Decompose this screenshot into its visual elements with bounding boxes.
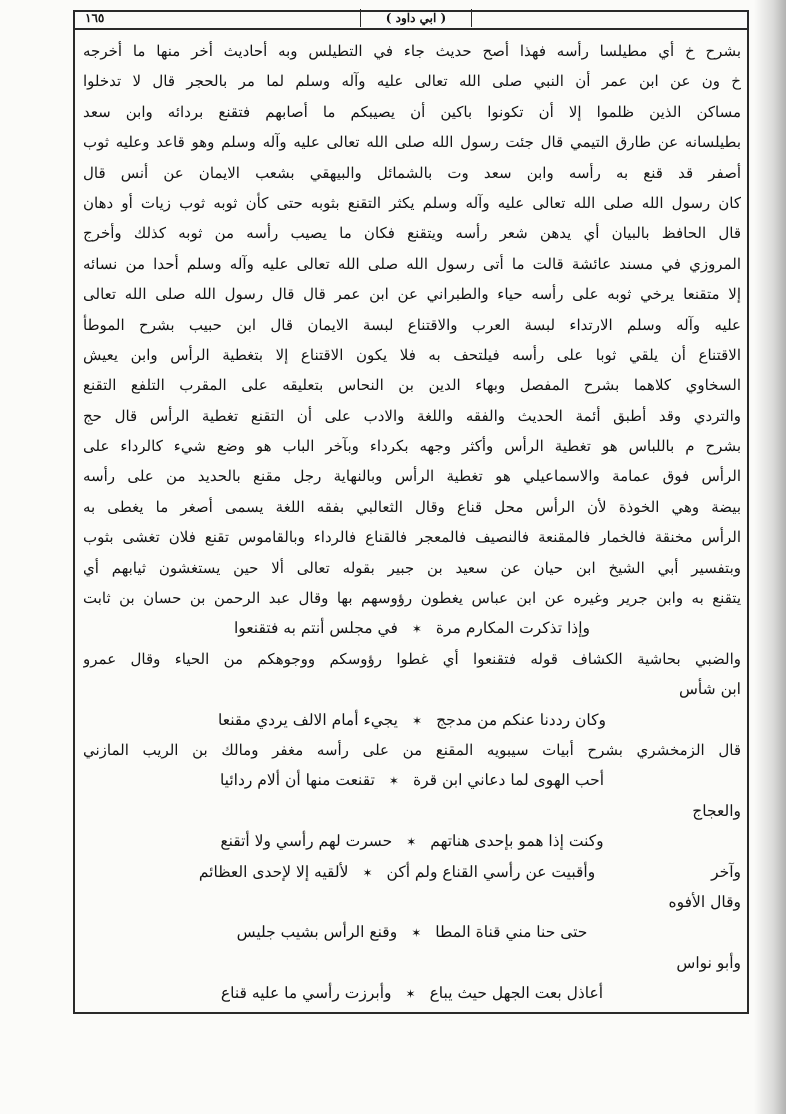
- verse-first-hemistich: حتى حنا مني قناة المطا: [435, 923, 588, 942]
- scan-edge-shadow: [754, 0, 786, 1114]
- text-line: السخاوي كلاهما بشرح المفصل وبهاء الدين بن النحاس بتعليقه على المقرب التلفع التقنع: [83, 376, 741, 395]
- text-line: بشرح م باللباس هو تغطية الرأس وأكثر وجهه بكرداء وبآخر الباب هو وضع شيء كالرداء على: [83, 437, 741, 456]
- text-line: والضبي بحاشية الكشاف قوله فتقنعوا أي غطوا رؤوسكم ووجوهكم من الحياء وقال عمرو: [83, 649, 741, 668]
- text-line: يتقنع به وابن جرير وغيره عن ابن عباس يغطون رؤوسهم بها وقال عبد الرحمن بن حسان بن ثابت: [83, 589, 741, 608]
- verse-second-hemistich: في مجلس أنتم به فتقنعوا: [233, 619, 398, 638]
- text-line: أصفر قد قنع به رأسه وابن سعد وت بالشمائل والبيهقي بشعب الايمان عن أنس قال: [83, 163, 741, 182]
- verse-first-hemistich: وكان رددنا عنكم من مدجج: [436, 710, 606, 729]
- text-line: قال الزمخشري بشرح أبيات سيبويه المقنع من على رأسه مغفر ومالك بن الريب المازني: [83, 740, 741, 759]
- verse-separator-icon: ✶: [412, 713, 423, 728]
- verse-second-hemistich: حسرت لهم رأسي ولا أتقنع: [220, 832, 393, 851]
- text-line: الاقتناع أن يلقي ثوبا على رأسه فيلتحف به فلا يكون الاقتناع إلا بتغطية الرأس وابن يعيش: [83, 345, 741, 364]
- verse-first-hemistich: أعاذل بعت الجهل حيث يباع: [429, 984, 604, 1003]
- verse-second-hemistich: وأبرزت رأسي ما عليه قناع: [220, 984, 392, 1003]
- verse-lead: وآخر: [711, 862, 741, 881]
- verse-separator-icon: ✶: [406, 835, 417, 850]
- speaker-line: وقال الأفوه: [668, 892, 741, 911]
- verse-line: [83, 917, 741, 947]
- verse-first-hemistich: أحب الهوى لما دعاني ابن قرة: [412, 771, 605, 790]
- verse-line: [83, 705, 741, 735]
- verse-first-hemistich: وإذا تذكرت المكارم مرة: [435, 619, 591, 638]
- page-frame: [73, 10, 749, 1014]
- verse-separator-icon: ✶: [411, 926, 422, 941]
- text-line: خ ون عن ابن عمر أن النبي صلى الله تعالى عليه وآله وسلم لما مر بالحجر قال لا تدخلوا: [83, 72, 741, 91]
- verse-line: [83, 978, 741, 1008]
- speaker-line: ابن شأس: [679, 680, 741, 699]
- text-line: الرأس فوق عمامة والاسماعيلي هو تغطية الرأس وبالنهاية رجل مقنع بالحديد من على رأسه: [83, 467, 741, 486]
- verse-first-hemistich: وأقبيت عن رأسي القناع ولم أكن: [386, 862, 596, 881]
- text-line: مساكن الذين ظلموا إلا أن تكونوا باكين أن يصيبكم ما أصابهم فتقنع بردائه وابن سعد: [83, 102, 741, 121]
- verse-first-hemistich: وكنت إذا همو بإحدى هناتهم: [430, 832, 604, 851]
- text-line: بطيلسانه عن طارق التيمي قال جئت رسول الله صلى الله تعالى عليه وآله وسلم وهو قاعد وعليه ثوب: [83, 133, 741, 152]
- verse-second-hemistich: لألقيه إلا لإحدى العظائم: [198, 862, 349, 881]
- verse-separator-icon: ✶: [411, 622, 422, 637]
- verse-separator-icon: ✶: [362, 865, 373, 880]
- verse-second-hemistich: وقنع الرأس بشيب جليس: [236, 923, 398, 942]
- text-line: عليه وآله وسلم الارتداء لبسة العرب والاقتناع لبسة الايمان قال ابن حبيب بشرح الموطأ: [83, 315, 741, 334]
- speaker-line: والعجاج: [692, 801, 741, 820]
- text-line: كان رسول الله صلى الله تعالى عليه وآله وسلم يكثر التقنع بثوبه حتى كأن ثوبه ثوب زيات أو دهان: [83, 193, 741, 212]
- text-line: قال الحافظ بالبيان أي يدهن شعر رأسه ويتقنع فكان ما يصيب رأسه من ثوبه كذلك وأخرج: [83, 224, 741, 243]
- verse-second-hemistich: يجيء أمام الالف يردي مقنعا: [218, 710, 398, 729]
- text-line: بشرح خ أي مطيلسا رأسه فهذا أصح حديث جاء في التطيلس وبه أحاديث أخر منها ما أخرجه: [83, 42, 741, 60]
- text-line: إلا متقنعا يرخي ثوبه على رأسه حياء والطبراني عن ابن عمر قال قال رسول الله صلى الله تعالى: [83, 285, 741, 304]
- verse-separator-icon: ✶: [388, 774, 399, 789]
- header-bar: [75, 12, 747, 30]
- verse-line: [83, 613, 741, 643]
- verse-separator-icon: ✶: [405, 987, 416, 1002]
- text-line: بيضة وهي الخوذة لأن الرأس محل قناع وقال الثعالبي بفقه اللغة يسمى أصغر ما يغطى به: [83, 497, 741, 516]
- verse-line: [83, 857, 741, 887]
- text-line: وبتفسير أبي الشيخ ابن حيان عن سعيد بن جبير بقوله تعالى ألا حين يستغشون ثيابهم أي: [83, 558, 741, 577]
- text-line: المروزي في مسند عائشة قالت ما أتى رسول الله صلى الله تعالى عليه وآله وسلم أحدا من نسائه: [83, 254, 741, 273]
- speaker-line: وأبو نواس: [676, 953, 741, 972]
- verse-second-hemistich: تقنعت منها أن ألام ردائيا: [219, 771, 375, 790]
- text-line: الرأس مخنقة فالخمار فالمقنعة فالنصيف فالمعجر فالقناع فالرداء وبالقاموس تقنع فلان تغشى بثوب: [83, 528, 741, 547]
- text-block: [83, 36, 741, 1009]
- running-title: ( ابي داود ): [360, 9, 472, 27]
- verse-line: [83, 765, 741, 795]
- verse-line: [83, 826, 741, 856]
- text-line: والتردي وقد أطبق أئمة الحديث والفقه واللغة والادب على أن التقنع تغطية الرأس قال حج: [83, 406, 741, 425]
- page-number: ١٦٥: [85, 11, 105, 25]
